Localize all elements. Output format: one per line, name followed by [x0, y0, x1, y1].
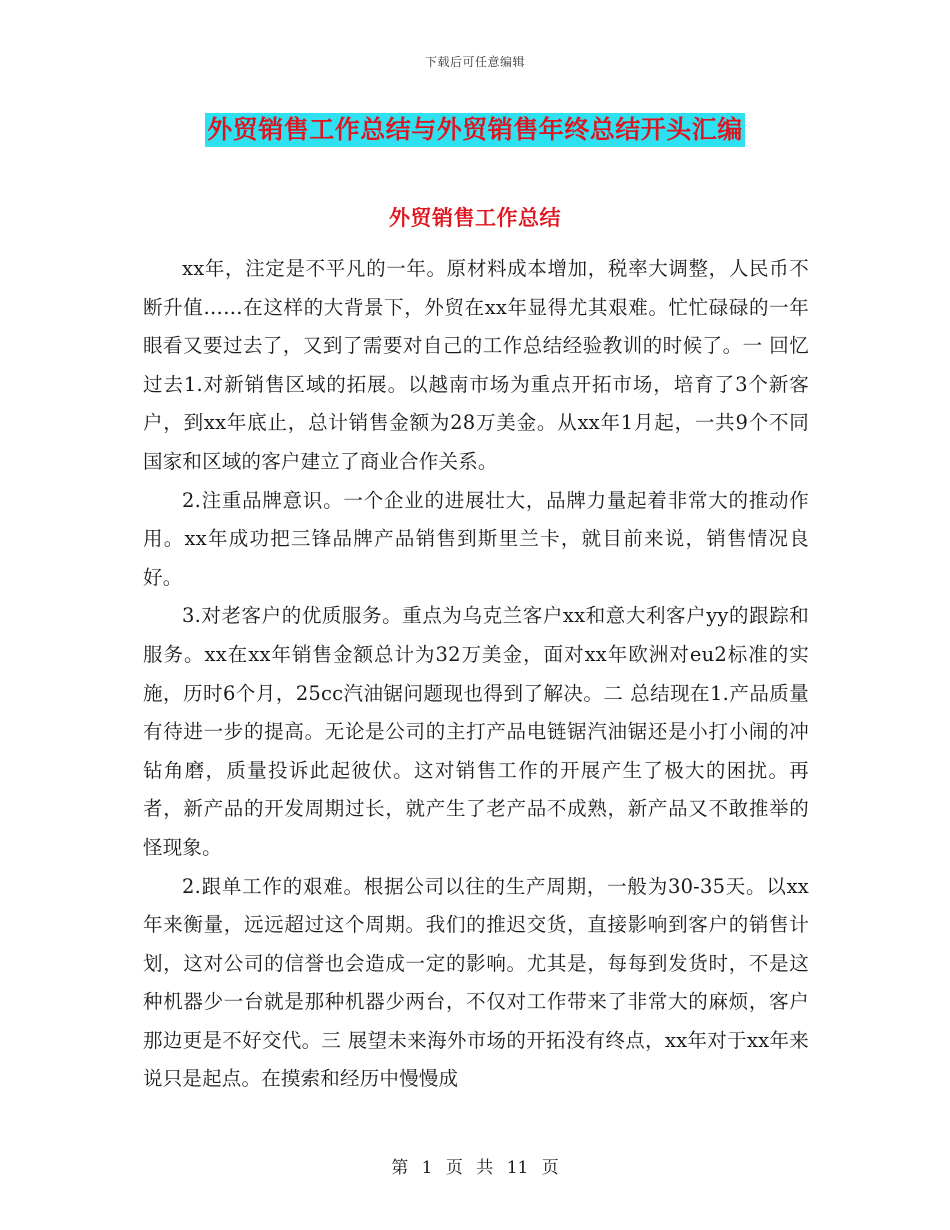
total-prefix: 共: [476, 1158, 494, 1178]
main-title-wrap: [0, 113, 950, 147]
page-label-prefix: 第: [391, 1158, 409, 1178]
paragraph: xx年，注定是不平凡的一年。原材料成本增加，税率大调整，人民币不断升值……在这样的大背景下，外贸在xx年显得尤其艰难。忙忙碌碌的一年眼看又要过去了，又到了需要对自己的工作总结经验教训的时候了。一 回忆过去1.对新销售区域的拓展。以越南市场为重点开拓市场，培育了3个新客户，到xx年底止，总计销售金额为28万美金。从xx年1月起，一共9个不同国家和区域的客户建立了商业合作关系。: [143, 257, 809, 473]
main-title: 外贸销售工作总结与外贸销售年终总结开头汇编: [205, 113, 745, 147]
total-pages: 11: [506, 1158, 529, 1178]
header-note: 下载后可任意编辑: [424, 55, 525, 69]
paragraph: 3.对老客户的优质服务。重点为乌克兰客户xx和意大利客户yy的跟踪和服务。xx在xx年销售金额总计为32万美金，面对xx年欧洲对eu2标准的实施，历时6个月，25cc汽油锯问题现也得到了解决。二 总结现在1.产品质量有待进一步的提高。无论是公司的主打产品电链锯汽油锯还是小打小闹的冲钻角磨，质量投诉此起彼伏。这对销售工作的开展产生了极大的困扰。再者，新产品的开发周期过长，就产生了老产品不成熟，新产品又不敢推举的怪现象。: [143, 604, 809, 859]
page-footer: [0, 1153, 950, 1178]
page-number: 1: [421, 1158, 433, 1178]
paragraph: 2.注重品牌意识。一个企业的进展壮大，品牌力量起着非常大的推动作用。xx年成功把三锋品牌产品销售到斯里兰卡，就目前来说，销售情况良好。: [143, 488, 809, 589]
section-title: 外贸销售工作总结: [389, 206, 561, 230]
document-body: [143, 250, 809, 1099]
page-label-mid: 页: [445, 1158, 463, 1178]
total-suffix: 页: [541, 1158, 559, 1178]
paragraph: 2.跟单工作的艰难。根据公司以往的生产周期，一般为30-35天。以xx年来衡量，远远超过这个周期。我们的推迟交货，直接影响到客户的销售计划，这对公司的信誉也会造成一定的影响。尤其是，每每到发货时，不是这种机器少一台就是那种机器少两台，不仅对工作带来了非常大的麻烦，客户那边更是不好交代。三 展望未来海外市场的开拓没有终点，xx年对于xx年来说只是起点。在摸索和经历中慢慢成: [143, 874, 809, 1091]
